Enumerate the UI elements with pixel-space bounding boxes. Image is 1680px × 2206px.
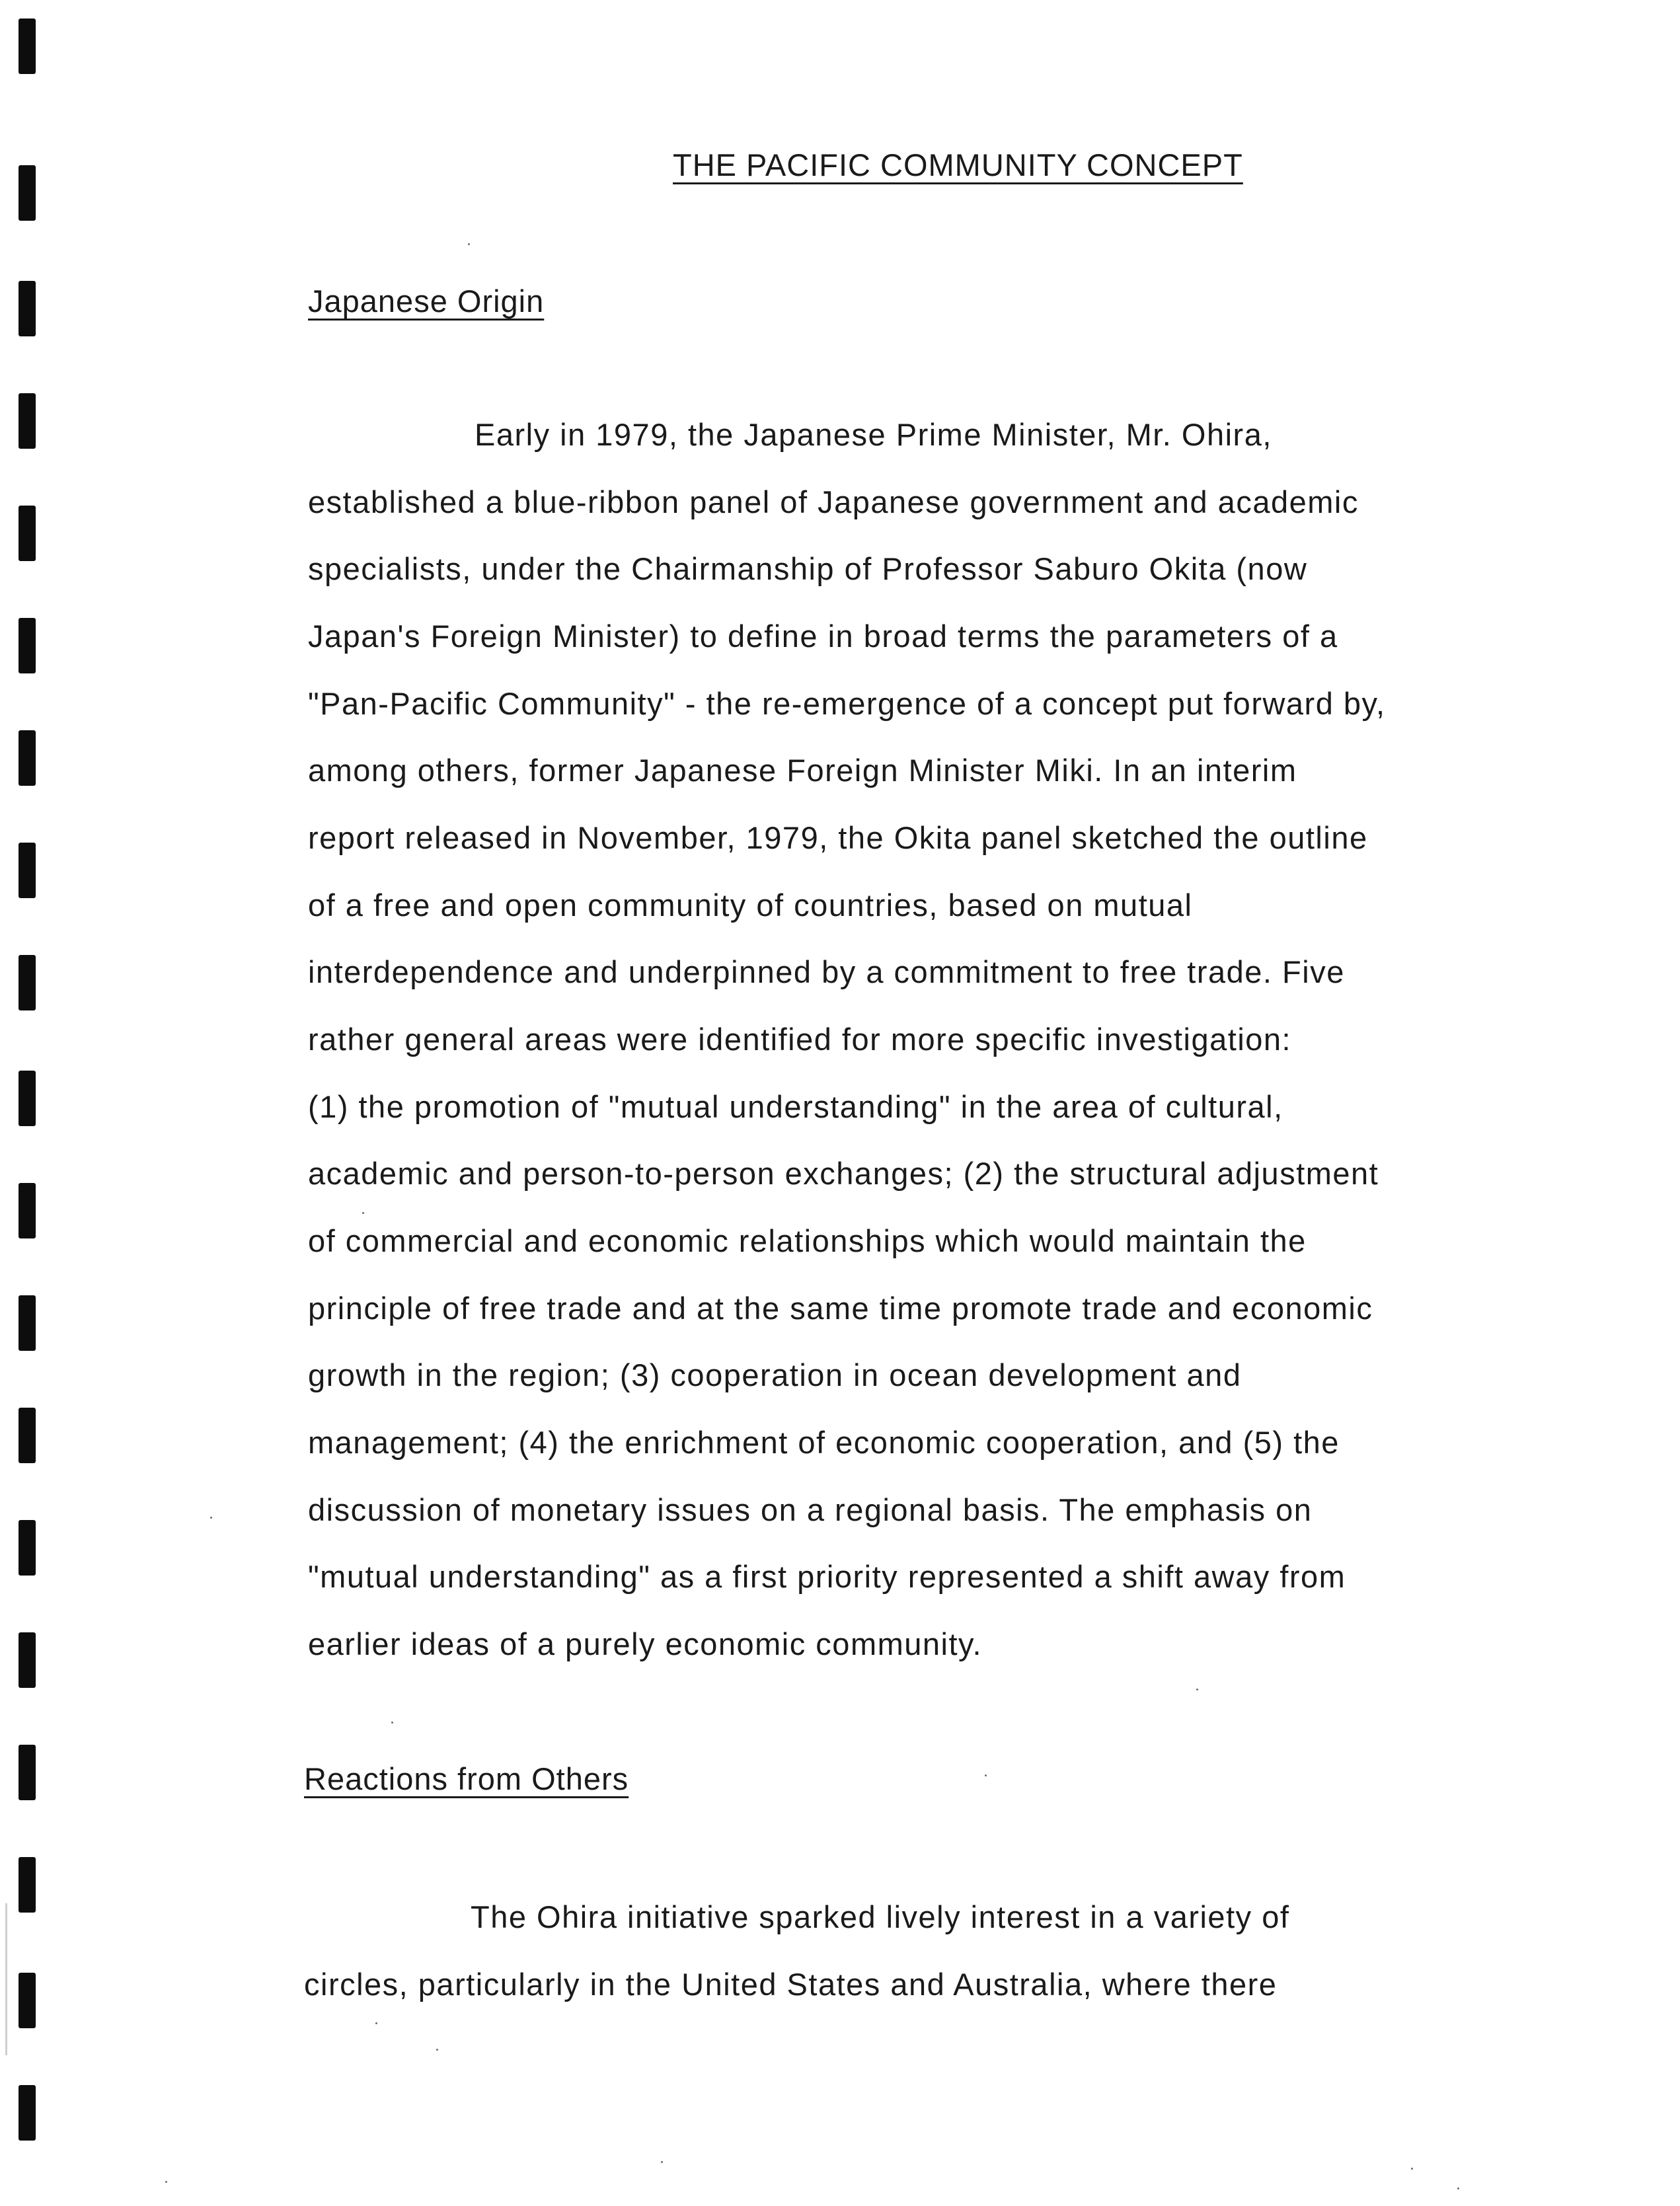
binding-mark [19, 1857, 36, 1913]
binding-mark [19, 843, 36, 898]
paragraph-line: Japan's Foreign Minister) to define in broad terms the parameters of a [308, 619, 1338, 654]
binding-mark [19, 1973, 36, 2028]
paragraph-line: specialists, under the Chairmanship of Professor Saburo Okita (now [308, 551, 1308, 586]
scan-speck [661, 2161, 663, 2163]
binding-line [5, 1903, 7, 2055]
binding-mark [19, 618, 36, 673]
binding-mark [19, 393, 36, 449]
paragraph-line: "Pan-Pacific Community" - the re-emergence of a concept put forward by, [308, 686, 1386, 721]
binding-mark [19, 955, 36, 1010]
binding-mark [19, 730, 36, 786]
paragraph-line: of a free and open community of countries, based on mutual [308, 888, 1193, 923]
section-heading: Reactions from Others [304, 1761, 629, 1796]
scan-speck [391, 1722, 393, 1724]
binding-mark [19, 281, 36, 336]
binding-mark [19, 1183, 36, 1238]
paragraph-line: "mutual understanding" as a first priority represented a shift away from [308, 1559, 1346, 1594]
binding-mark [19, 19, 36, 74]
paragraph-line: principle of free trade and at the same time promote trade and economic [308, 1291, 1373, 1326]
paragraph-line: report released in November, 1979, the Okita panel sketched the outline [308, 820, 1368, 855]
scan-speck [985, 1774, 987, 1776]
paragraph-line: rather general areas were identified for more specific investigation: [308, 1022, 1292, 1057]
binding-mark [19, 1408, 36, 1463]
scan-speck [375, 2022, 377, 2024]
binding-mark [19, 165, 36, 221]
scan-speck [1196, 1689, 1198, 1691]
binding-mark [19, 1071, 36, 1126]
binding-mark [19, 1520, 36, 1576]
scan-speck [436, 2049, 438, 2051]
paragraph-line: Early in 1979, the Japanese Prime Minister, Mr. Ohira, [475, 417, 1272, 452]
paragraph-line: interdependence and underpinned by a commitment to free trade. Five [308, 954, 1345, 989]
scan-speck [1457, 2187, 1459, 2189]
binding-mark [19, 2085, 36, 2141]
paragraph-line: discussion of monetary issues on a regional basis. The emphasis on [308, 1492, 1313, 1527]
scan-speck [362, 1212, 364, 1214]
paragraph-line: The Ohira initiative sparked lively interest in a variety of [471, 1899, 1290, 1934]
paragraph-line: academic and person-to-person exchanges; (2) the structural adjustment [308, 1156, 1379, 1191]
paragraph-line: earlier ideas of a purely economic community. [308, 1626, 983, 1661]
scan-speck [165, 2181, 167, 2183]
paragraph-line: growth in the region; (3) cooperation in ocean development and [308, 1357, 1242, 1392]
paragraph-line: established a blue-ribbon panel of Japanese government and academic [308, 484, 1359, 519]
page-title: THE PACIFIC COMMUNITY CONCEPT [673, 147, 1243, 182]
paragraph-line: of commercial and economic relationships which would maintain the [308, 1223, 1307, 1258]
scan-speck [468, 243, 470, 245]
paragraph-line: (1) the promotion of "mutual understanding" in the area of cultural, [308, 1089, 1283, 1124]
binding-mark [19, 1632, 36, 1688]
paragraph-line: circles, particularly in the United States and Australia, where there [304, 1967, 1278, 2002]
paragraph-line: management; (4) the enrichment of economic cooperation, and (5) the [308, 1425, 1340, 1460]
binding-mark [19, 506, 36, 561]
binding-mark [19, 1295, 36, 1351]
scan-speck [1411, 2168, 1413, 2170]
binding-mark [19, 1745, 36, 1800]
scan-speck [210, 1517, 212, 1519]
paragraph-line: among others, former Japanese Foreign Minister Miki. In an interim [308, 753, 1297, 788]
section-heading: Japanese Origin [308, 284, 545, 319]
